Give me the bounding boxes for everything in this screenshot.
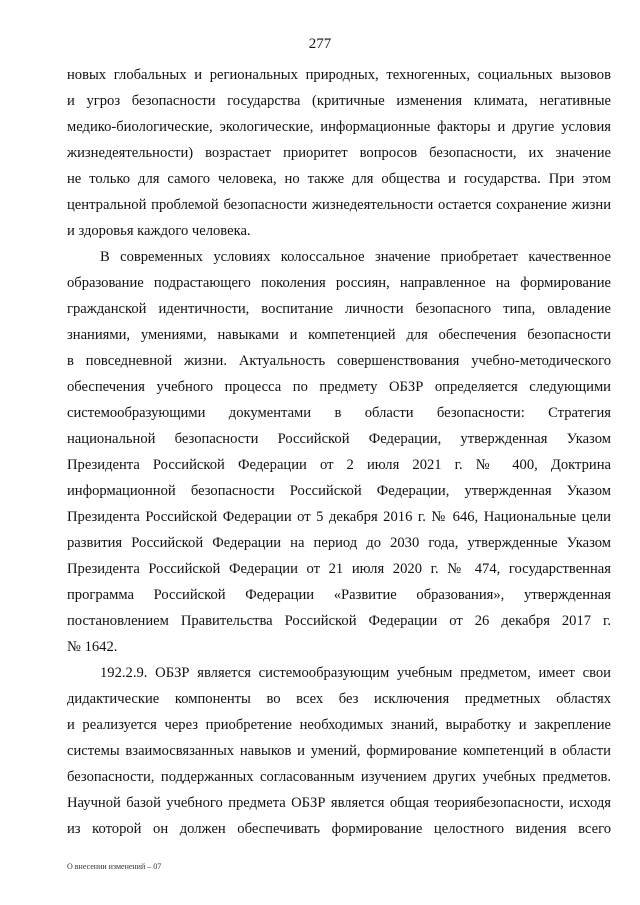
text-line: национальной безопасности Российской Федерации, утвержденная Указом: [67, 431, 611, 447]
text-line: системы взаимосвязанных навыков и умений, формирование компетенций в области: [67, 743, 611, 759]
text-line: № 1642.: [67, 639, 118, 655]
text-line: информационной безопасности Российской Федерации, утвержденная Указом: [67, 483, 611, 499]
text-line: Президента Российской Федерации от 2 июля 2021 г. № 400, Доктрина: [67, 457, 611, 473]
text-line: и угроз безопасности государства (критичные изменения климата, негативные: [67, 93, 611, 109]
text-line: образование подрастающего поколения россиян, направленное на формирование: [67, 275, 611, 291]
text-line: обеспечения учебного процесса по предмету ОБЗР определяется следующими: [67, 379, 611, 395]
text-line: жизнедеятельности) возрастает приоритет вопросов безопасности, их значение: [67, 145, 611, 161]
text-line: знаниями, умениями, навыками и компетенцией для обеспечения безопасности: [67, 327, 611, 343]
text-line: В современных условиях колоссальное значение приобретает качественное: [100, 249, 611, 265]
text-line: постановлением Правительства Российской Федерации от 26 декабря 2017 г.: [67, 613, 611, 629]
text-line: и здоровья каждого человека.: [67, 223, 251, 239]
text-line: 192.2.9. ОБЗР является системообразующим учебным предметом, имеет свои: [100, 665, 611, 681]
document-body: [67, 62, 611, 842]
text-line: новых глобальных и региональных природных, техногенных, социальных вызовов: [67, 67, 611, 83]
text-line: Научной базой учебного предмета ОБЗР является общая теориябезопасности, исходя: [67, 795, 611, 811]
text-line: программа Российской Федерации «Развитие образования», утвержденная: [67, 587, 611, 603]
text-line: развития Российской Федерации на период до 2030 года, утвержденные Указом: [67, 535, 611, 551]
text-line: Президента Российской Федерации от 5 декабря 2016 г. № 646, Национальные цели: [67, 509, 611, 525]
text-line: системообразующими документами в области безопасности: Стратегия: [67, 405, 611, 421]
page-footer: О внесении изменений – 07: [67, 862, 162, 871]
text-line: не только для самого человека, но также для общества и государства. При этом: [67, 171, 611, 187]
text-line: дидактические компоненты во всех без исключения предметных областях: [67, 691, 611, 707]
text-line: из которой он должен обеспечивать формирование целостного видения всего: [67, 821, 611, 837]
text-line: центральной проблемой безопасности жизнедеятельности остается сохранение жизни: [67, 197, 611, 213]
text-line: и реализуется через приобретение необходимых знаний, выработку и закрепление: [67, 717, 611, 733]
text-line: Президента Российской Федерации от 21 июля 2020 г. № 474, государственная: [67, 561, 611, 577]
text-line: безопасности, поддержанных согласованным изучением других учебных предметов.: [67, 769, 611, 785]
text-line: медико-биологические, экологические, информационные факторы и другие условия: [67, 119, 611, 135]
page-number: 277: [308, 36, 332, 52]
text-line: в повседневной жизни. Актуальность совершенствования учебно-методического: [67, 353, 611, 369]
text-line: гражданской идентичности, воспитание личности безопасного типа, овладение: [67, 301, 611, 317]
